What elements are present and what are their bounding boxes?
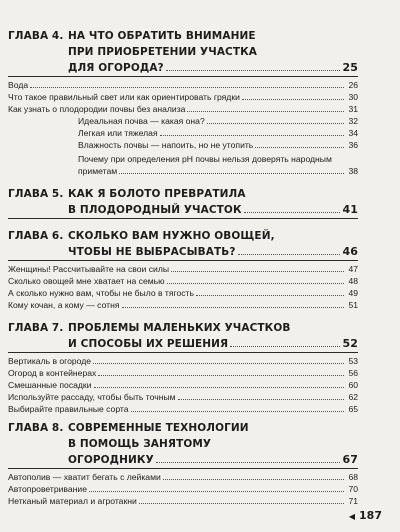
chapter-title-line: В ПОМОЩЬ ЗАНЯТОМУ (68, 438, 212, 450)
chapter-rule (8, 352, 358, 353)
chapter-number: ГЛАВА 6. (8, 230, 64, 242)
toc-entry: Огород в контейнерах 56 (8, 368, 358, 378)
toc-entry: приметам 38 (78, 166, 358, 176)
chapter-title-line: ПРОБЛЕМЫ МАЛЕНЬКИХ УЧАСТКОВ (68, 322, 291, 334)
chapter-page: 67 (342, 453, 358, 466)
page-footer (349, 509, 382, 522)
chapter-7 (8, 320, 358, 415)
toc-entry: А сколько нужно вам, чтобы не было в тягость 49 (8, 288, 358, 298)
chapter-rule (8, 260, 358, 261)
chapter-title-line: ПРИ ПРИОБРЕТЕНИИ УЧАСТКА (68, 46, 258, 58)
chapter-heading (8, 228, 358, 260)
toc-entry: Автопроветривание 70 (8, 484, 358, 494)
chapter-heading (8, 420, 358, 468)
toc-entry: Смешанные посадки 60 (8, 380, 358, 390)
chapter-page: 25 (342, 61, 358, 74)
toc-entry: Что такое правильный свет или как ориентировать грядки 30 (8, 92, 358, 102)
chapter-4 (8, 28, 358, 177)
chapter-title-line: НА ЧТО ОБРАТИТЬ ВНИМАНИЕ (68, 30, 256, 42)
toc-entry: Вода 26 (8, 80, 358, 90)
toc-entry: Сколько овощей мне хватает на семью 48 (8, 276, 358, 286)
toc-entry: Нетканый материал и агротакни 71 (8, 496, 358, 506)
toc-entry: Влажность почвы — напоить, но не утопить 36 (78, 140, 358, 150)
chapter-5 (8, 186, 358, 219)
chapter-title-line: КАК Я БОЛОТО ПРЕВРАТИЛА (68, 188, 246, 200)
toc-entry: Женщины! Рассчитывайте на свои силы 47 (8, 264, 358, 274)
chapter-title-line: СКОЛЬКО ВАМ НУЖНО ОВОЩЕЙ, (68, 230, 275, 242)
chapter-8 (8, 420, 358, 507)
chapter-number: ГЛАВА 7. (8, 322, 64, 334)
chapter-title-line: ОГОРОДНИКУ (68, 454, 154, 466)
chapter-title-line: ДЛЯ ОГОРОДА? (68, 62, 164, 74)
chapter-heading (8, 28, 358, 76)
chapter-page: 41 (342, 203, 358, 216)
chapter-heading (8, 186, 358, 218)
chapter-title-line: СОВРЕМЕННЫЕ ТЕХНОЛОГИИ (68, 422, 249, 434)
toc-entry: Легкая или тяжелая 34 (78, 128, 358, 138)
chapter-page: 52 (342, 337, 358, 350)
toc-entry: Как узнать о плодородии почвы без анализа 31 (8, 104, 358, 114)
chapter-heading (8, 320, 358, 352)
chapter-number: ГЛАВА 5. (8, 188, 64, 200)
triangle-left-icon: ◀ (348, 512, 356, 521)
toc-entry: Автополив — хватит бегать с лейками 68 (8, 472, 358, 482)
chapter-rule (8, 468, 358, 469)
chapter-title-line: В ПЛОДОРОДНЫЙ УЧАСТОК (68, 204, 242, 216)
toc-entry: Идеальная почва — какая она? 32 (78, 116, 358, 126)
toc-entry: Используйте рассаду, чтобы быть точным 62 (8, 392, 358, 402)
chapter-6 (8, 228, 358, 311)
chapter-title-line: И СПОСОБЫ ИХ РЕШЕНИЯ (68, 338, 229, 350)
chapter-title-line: ЧТОБЫ НЕ ВЫБРАСЫВАТЬ? (68, 246, 236, 258)
chapter-number: ГЛАВА 8. (8, 422, 64, 434)
page-number: 187 (359, 509, 382, 522)
chapter-page: 46 (342, 245, 358, 258)
chapter-rule (8, 76, 358, 77)
chapter-rule (8, 218, 358, 219)
toc-entry: Почему при определения pH почвы нельзя доверять народным (78, 154, 332, 164)
chapter-number: ГЛАВА 4. (8, 30, 64, 42)
toc-entry: Вертикаль в огороде 53 (8, 356, 358, 366)
toc-entry: Кому кочан, а кому — сотня 51 (8, 300, 358, 310)
toc-entry: Выбирайте правильные сорта 65 (8, 404, 358, 414)
